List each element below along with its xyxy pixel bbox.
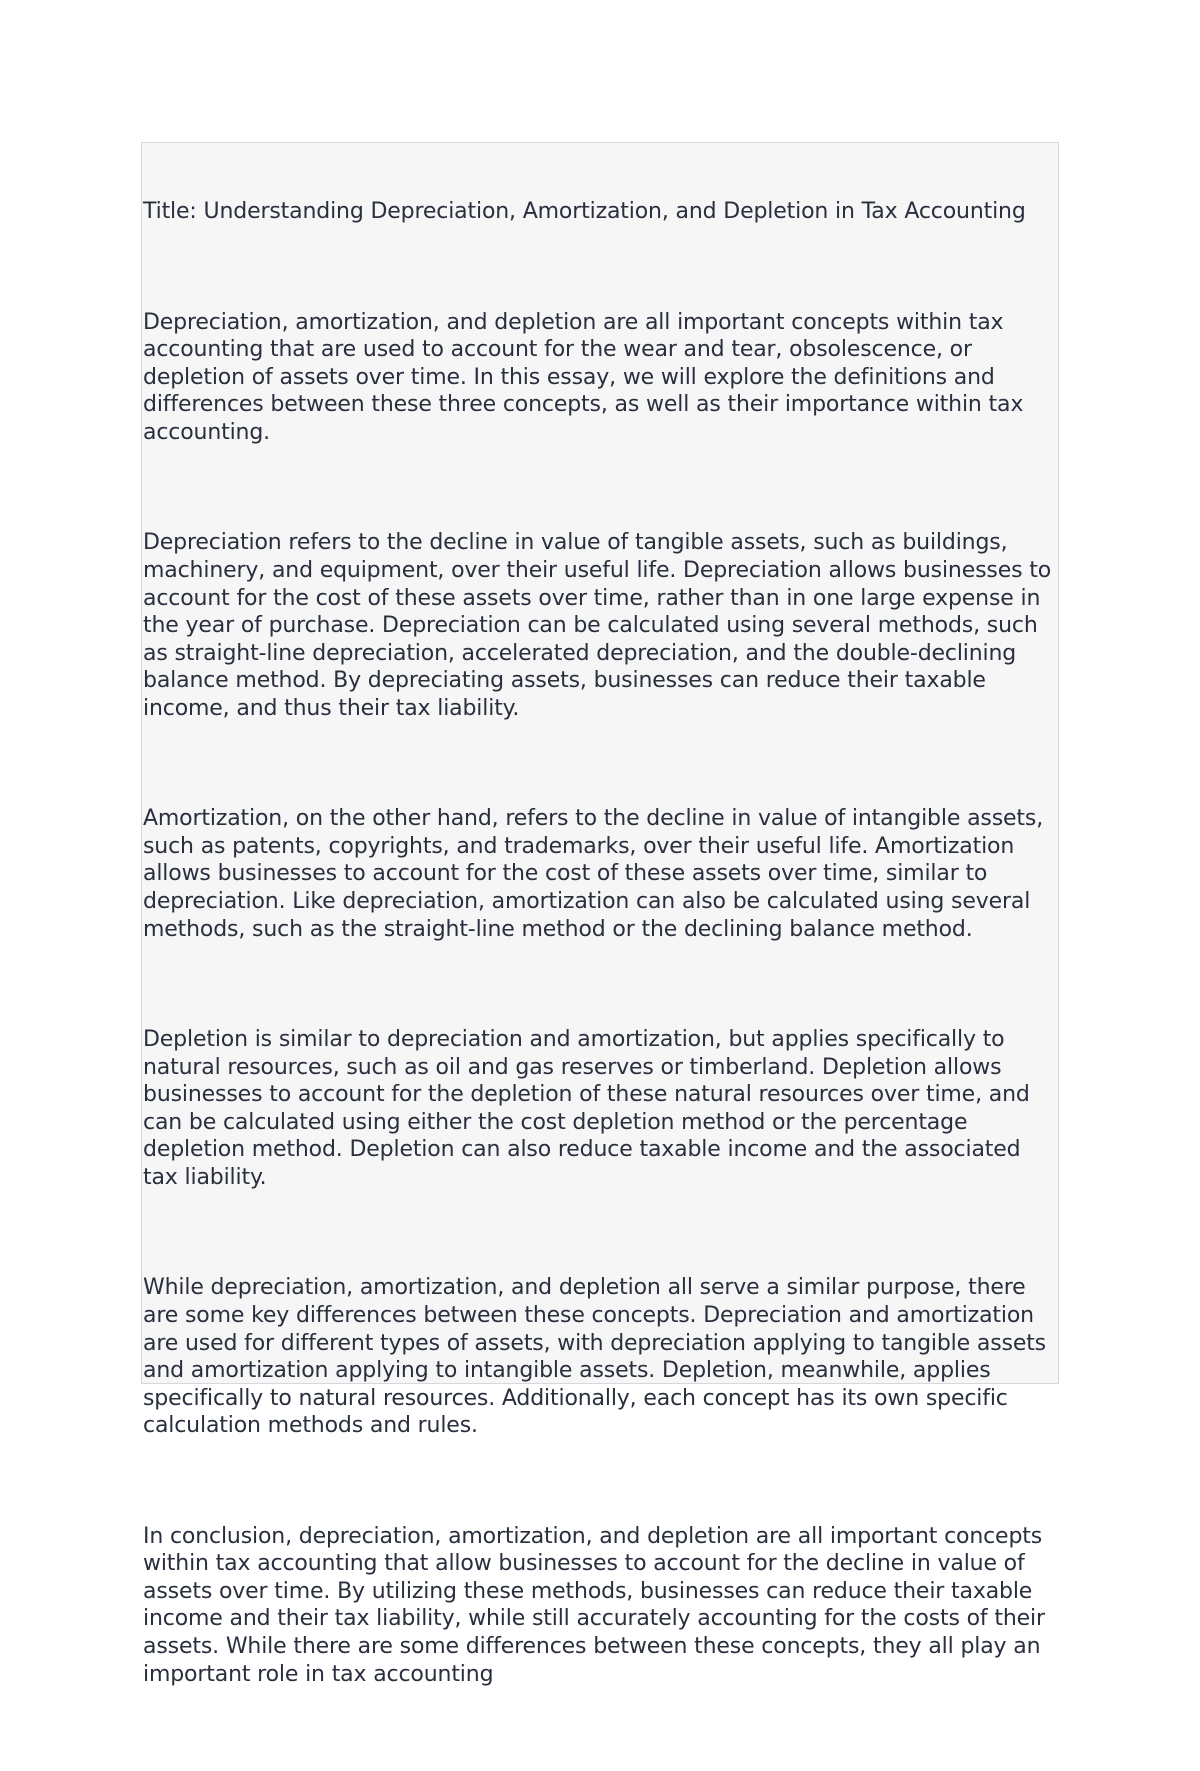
- paragraph-differences: While depreciation, amortization, and depletion all serve a similar purpose, there are some key differences between these concepts. Depreciation and amortization are used for different types of assets, with depreciation applying to tangible assets and amortization applying to intangible assets. Depletion, meanwhile, applies specifically to natural resources. Additionally, each concept has its own specific calculation methods and rules.: [143, 1275, 1053, 1439]
- essay-text-box: [141, 142, 1059, 1687]
- paragraph-depreciation: Depreciation refers to the decline in value of tangible assets, such as buildings, machinery, and equipment, over their useful life. Depreciation allows businesses to account for the cost of these assets over time, rather than in one large expense in the year of purchase. Depreciation can be calculated using several methods, such as straight-line depreciation, accelerated depreciation, and the double-declining balance method. By depreciating assets, businesses can reduce their taxable income, and thus their tax liability.: [143, 530, 1058, 721]
- paragraph-amortization: Amortization, on the other hand, refers to the decline in value of intangible assets, such as patents, copyrights, and trademarks, over their useful life. Amortization allows businesses to account for the cost of these assets over time, similar to depreciation. Like depreciation, amortization can also be calculated using several methods, such as the straight-line method or the declining balance method.: [143, 806, 1050, 942]
- essay-text: [142, 143, 1058, 1771]
- paragraph-conclusion: In conclusion, depreciation, amortization, and depletion are all important concepts within tax accounting that allow businesses to account for the decline in value of assets over time. By utilizing these methods, businesses can reduce their taxable income and their tax liability, while still accurately accounting for the costs of their assets. While there are some differences between these concepts, they all play an important role in tax accounting: [143, 1523, 1052, 1687]
- paragraph-depletion: Depletion is similar to depreciation and amortization, but applies specifically to natural resources, such as oil and gas reserves or timberland. Depletion allows businesses to account for the depletion of these natural resources over time, and can be calculated using either the cost depletion method or the percentage depletion method. Depletion can also reduce taxable income and the associated tax liability.: [143, 1027, 1037, 1190]
- essay-title: Title: Understanding Depreciation, Amortization, and Depletion in Tax Accounting: [143, 199, 1026, 225]
- paragraph-intro: Depreciation, amortization, and depletion are all important concepts within tax accounting that are used to account for the wear and tear, obsolescence, or depletion of assets over time. In this essay, we will explore the definitions and differences between these three concepts, as well as their importance within tax accounting.: [143, 309, 1031, 445]
